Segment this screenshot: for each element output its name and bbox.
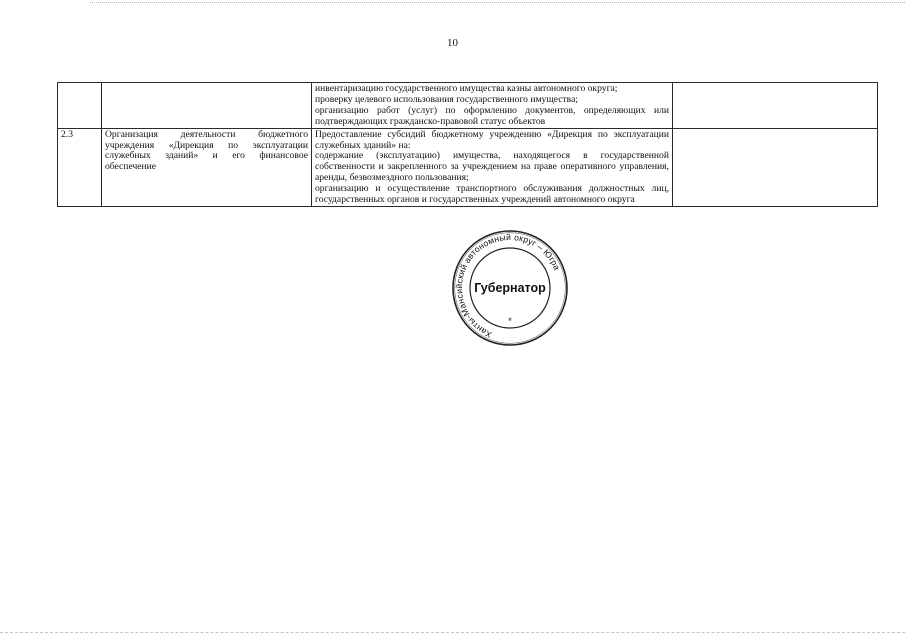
row-extra-cell	[673, 128, 878, 206]
scan-bottom-edge	[0, 632, 905, 633]
row-name-cell	[102, 83, 312, 129]
row-description-cell	[312, 83, 673, 129]
table-row	[58, 83, 878, 129]
seal-ring-text: Ханты-Мансийский автономный округ – Югра	[453, 231, 563, 340]
row-description-cell	[312, 128, 673, 206]
row-number-cell	[58, 83, 102, 129]
table-row	[58, 128, 878, 206]
description-line: организацию работ (услуг) по оформлению документов, определяющих или подтверждающих гражданско-правовой статус объектов	[315, 104, 669, 127]
seal-center-text: Губернатор	[474, 281, 546, 295]
row-name-text: Организация деятельности бюджетного учреждения «Дирекция по эксплуатации служебных зданий» и его финансовое обеспечение	[105, 128, 308, 173]
description-line: организацию и осуществление транспортного обслуживания должностных лиц, государственных органов и государственных учреждений автономного округа	[315, 183, 669, 206]
document-table	[57, 82, 878, 207]
row-number-cell: 2.3	[58, 128, 102, 206]
governor-seal	[451, 229, 569, 347]
description-line: содержание (эксплуатацию) имущества, находящегося в государственной собственности и закрепленного за учреждением на праве оперативного управления, аренды, безвозмездного пользования;	[315, 150, 669, 184]
scan-top-edge	[90, 2, 905, 3]
description-line: проверку целевого использования государственного имущества;	[315, 93, 578, 105]
description-line: Предоставление субсидий бюджетному учреждению «Дирекция по эксплуатации служебных зданий» на:	[315, 128, 669, 151]
row-name-cell	[102, 128, 312, 206]
description-line: инвентаризацию государственного имущества казны автономного округа;	[315, 83, 618, 94]
seal-star: *	[508, 316, 512, 326]
page-number: 10	[447, 37, 458, 49]
row-extra-cell	[673, 83, 878, 129]
